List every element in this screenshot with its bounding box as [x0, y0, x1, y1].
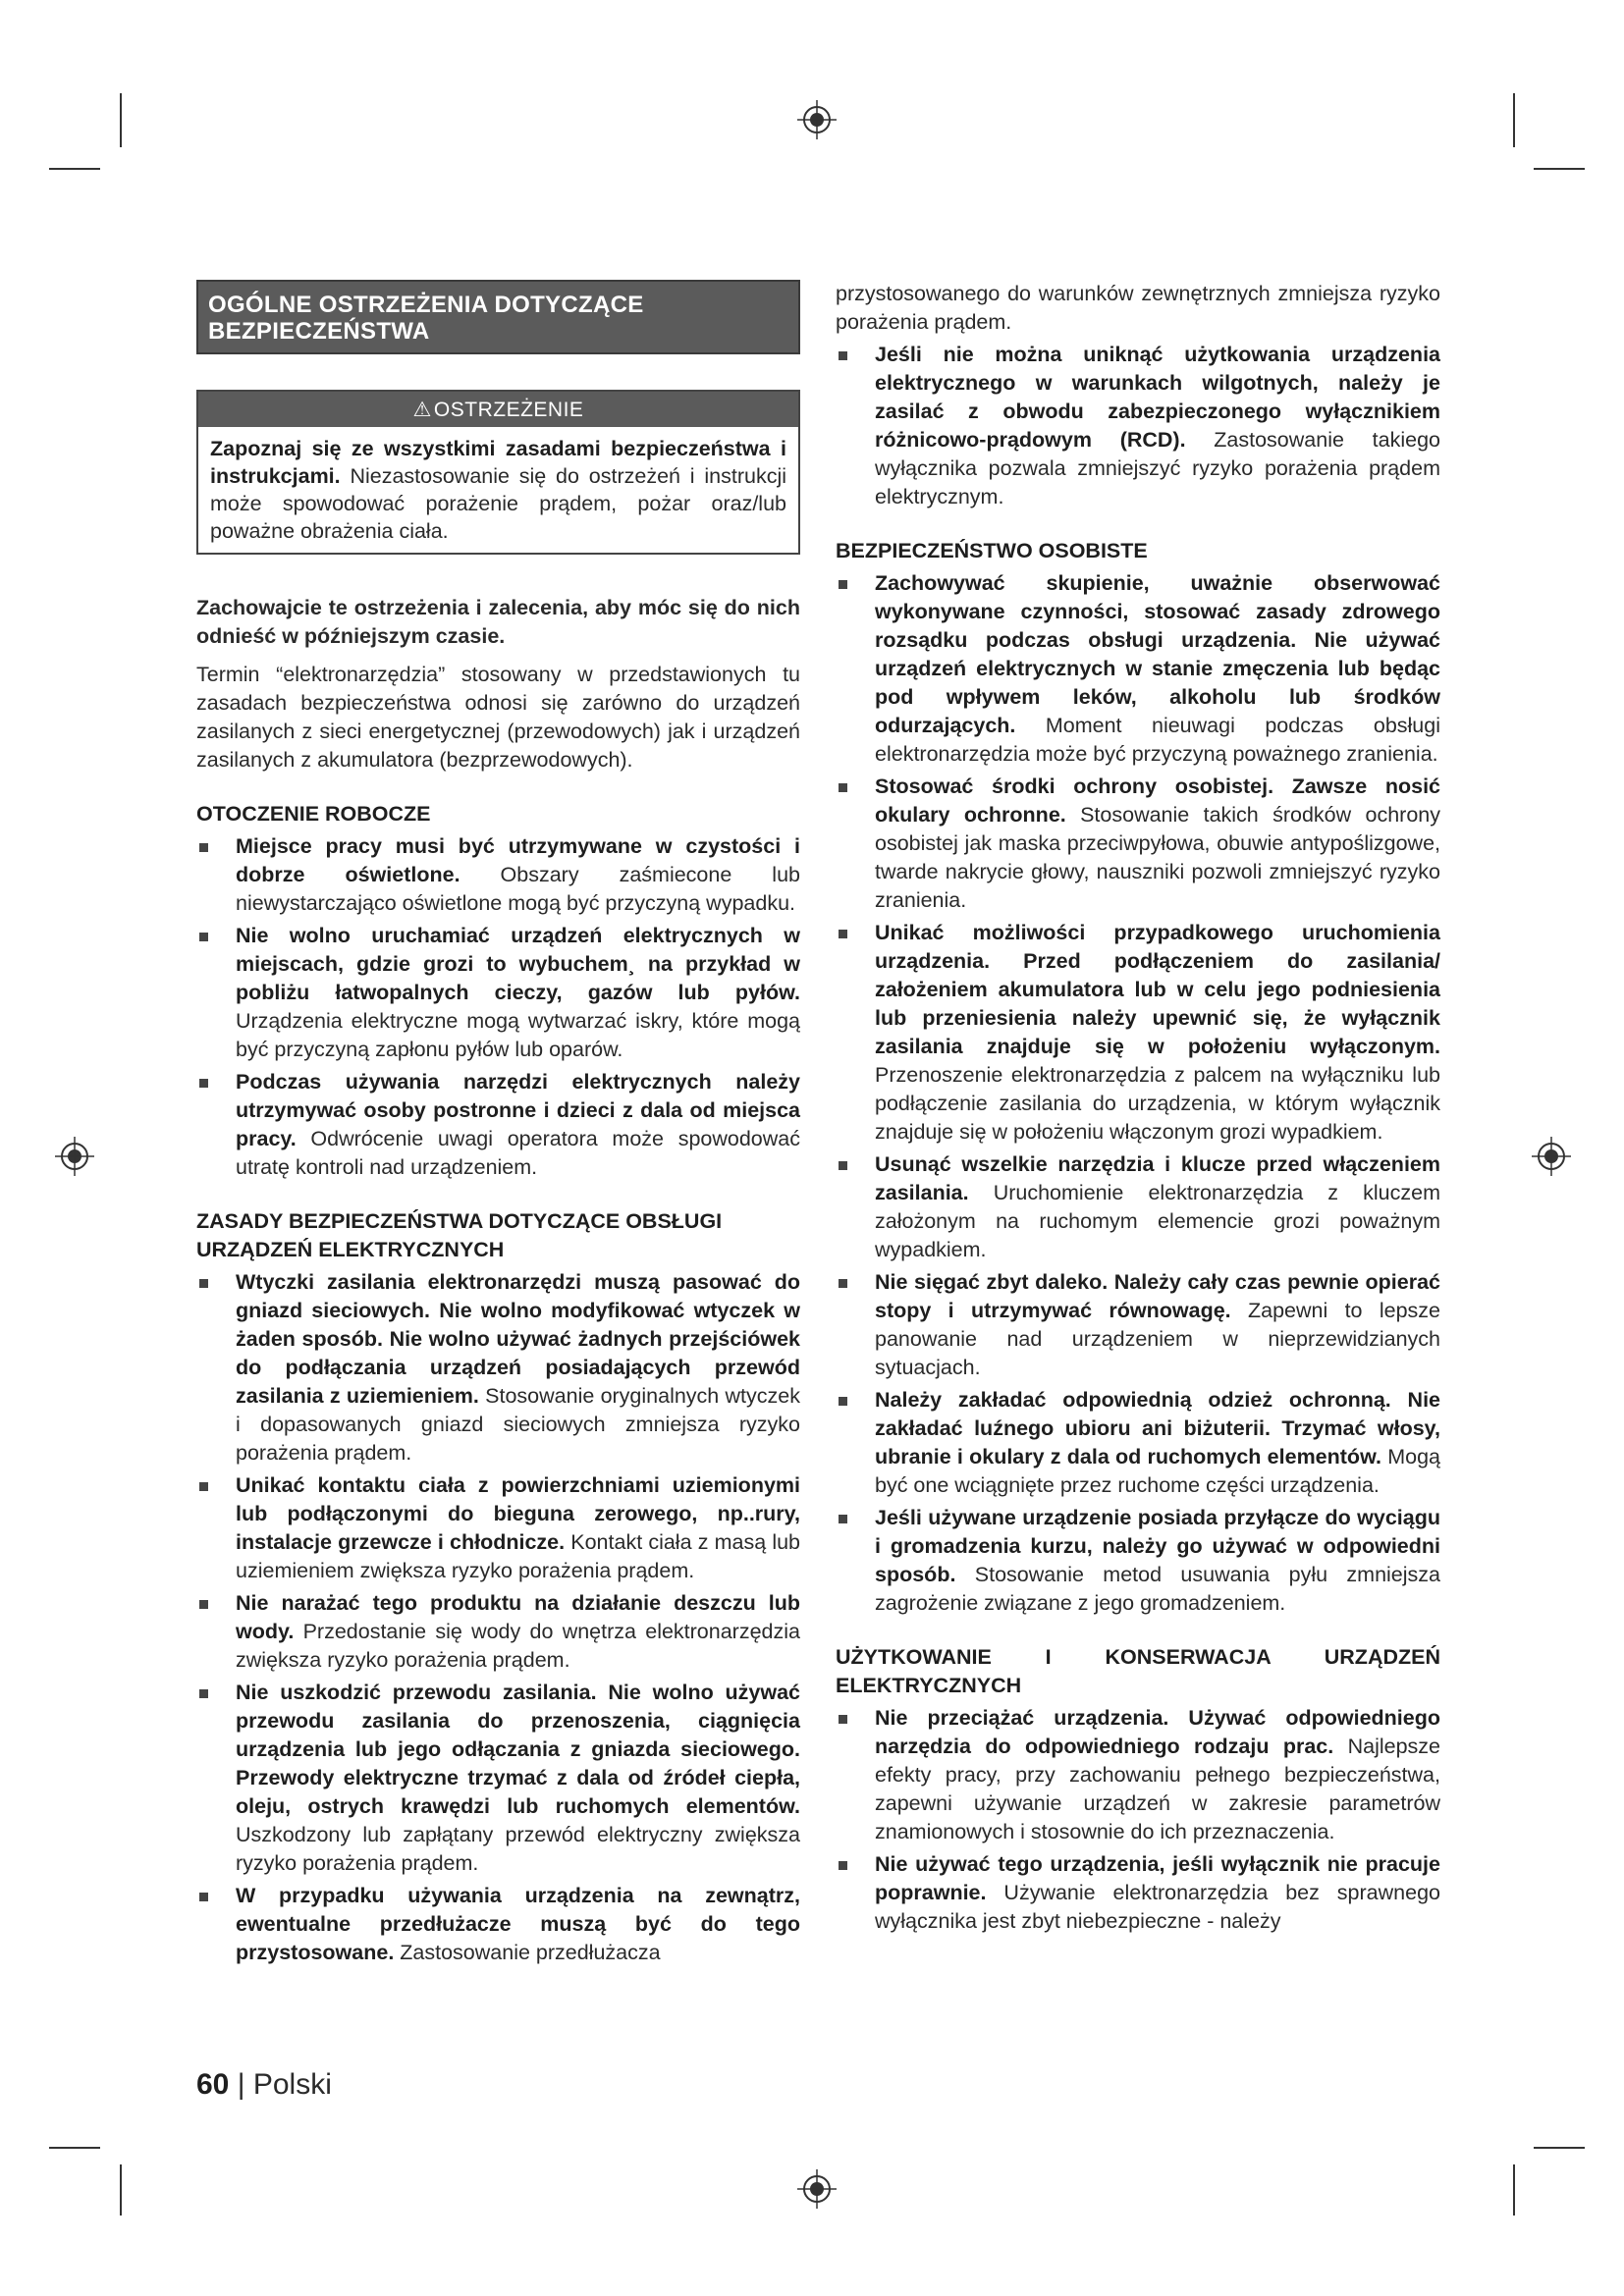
list-item: Usunąć wszelkie narzędzia i klucze przed włączeniem zasilania. Uruchomienie elektronarzędzia z kluczem założonym na ruchomym elemencie grozi poważnym wypadkiem.	[836, 1150, 1440, 1264]
list-item: Należy zakładać odpowiednią odzież ochronną. Nie zakładać luźnego ubioru ani biżuterii. Trzymać włosy, ubranie i okulary z dala od ruchomych elementów. Mogą być one wciągnięte przez ruchome części urządzenia.	[836, 1386, 1440, 1500]
heading-electrical-safety: ZASADY BEZPIECZEŃSTWA DOTYCZĄCE OBSŁUGI URZĄDZEŃ ELEKTRYCZNYCH	[196, 1209, 723, 1261]
crop-mark	[49, 2147, 100, 2149]
heading-maintenance: UŻYTKOWANIE I KONSERWACJA URZĄDZEŃ ELEKTRYCZNYCH	[836, 1645, 1440, 1697]
crop-mark	[1534, 2147, 1585, 2149]
maintenance-list	[836, 1704, 1440, 1936]
list-item: Nie uszkodzić przewodu zasilania. Nie wolno używać przewodu zasilania do przenoszenia, ciągnięcia urządzenia lub jego odłączania z gniazda sieciowego. Przewody elektryczne trzymać z dala od źródeł ciepła, oleju, ostrych krawędzi lub ruchomych elementów. Uszkodzony lub zapłątany przewód elektryczny zwiększa ryzyko porażenia prądem.	[196, 1679, 800, 1878]
intro-bold: Zachowajcie te ostrzeżenia i zalecenia, aby móc się do nich odnieść w późniejszym czasie.	[196, 596, 800, 648]
list-item: Stosować środki ochrony osobistej. Zawsze nosić okulary ochronne. Stosowanie takich środków ochrony osobistej jak maska przeciwpyłowa, obuwie antypoślizgowe, twarde nakrycie głowy, nauszniki pozwoli zmniejszyć ryzyko zranienia.	[836, 773, 1440, 915]
personal-safety-list	[836, 569, 1440, 1618]
registration-mark-icon	[797, 100, 837, 139]
list-item: Nie sięgać zbyt daleko. Należy cały czas pewnie opierać stopy i utrzymywać równowagę. Zapewni to lepsze panowanie nad urządzeniem w nieprzewidzianych sytuacjach.	[836, 1268, 1440, 1382]
list-item: Nie używać tego urządzenia, jeśli wyłącznik nie pracuje poprawnie. Używanie elektronarzędzia bez sprawnego wyłącznika jest zbyt niebezpieczne - należy	[836, 1850, 1440, 1936]
left-column	[196, 280, 800, 1967]
warning-label: OSTRZEŻENIE	[433, 399, 584, 421]
crop-mark	[1534, 168, 1585, 170]
list-item: Zachowywać skupienie, uważnie obserwować wykonywane czynności, stosować zasady zdrowego rozsądku podczas obsługi urządzenia. Nie używać urządzeń elektrycznych w stanie zmęczenia lub będąc pod wpływem leków, alkoholu lub środków odurzających. Moment nieuwagi podczas obsługi elektronarzędzia może być przyczyną poważnego zranienia.	[836, 569, 1440, 769]
footer-separator: |	[229, 2068, 253, 2101]
intro-text: Termin “elektronarzędzia” stosowany w przedstawionych tu zasadach bezpieczeństwa odnosi się zarówno do urządzeń zasilanych z sieci energetycznej (przewodowych) jak i urządzeń zasilanych z akumulatora (bezprzewodowych).	[196, 663, 800, 772]
crop-mark	[49, 168, 100, 170]
list-item: Wtyczki zasilania elektronarzędzi muszą pasować do gniazd sieciowych. Nie wolno modyfikować wtyczek w żaden sposób. Nie wolno używać żadnych przejściówek do podłączania urządzeń posiadających przewód zasilania z uziemieniem. Stosowanie oryginalnych wtyczek i dopasowanych gniazd sieciowych zmniejsza ryzyko porażenia prądem.	[196, 1268, 800, 1468]
list-item: Miejsce pracy musi być utrzymywane w czystości i dobrze oświetlone. Obszary zaśmiecone lub niewystarczająco oświetlone mogą być przyczyną wypadku.	[196, 832, 800, 918]
list-item: Nie narażać tego produktu na działanie deszczu lub wody. Przedostanie się wody do wnętrza elektronarzędzia zwiększa ryzyko porażenia prądem.	[196, 1589, 800, 1675]
crop-mark	[120, 93, 122, 147]
page-number: 60	[196, 2068, 230, 2101]
list-item: Nie przeciążać urządzenia. Używać odpowiedniego narzędzia do odpowiedniego rodzaju prac. Najlepsze efekty pracy, przy zachowaniu pełnego bezpieczeństwa, zapewni używanie urządzeń w zakresie parametrów znamionowych i stosownie do ich przeznaczenia.	[836, 1704, 1440, 1846]
heading-personal-safety: BEZPIECZEŃSTWO OSOBISTE	[836, 539, 1148, 562]
registration-mark-icon	[797, 2169, 837, 2209]
list-item: Jeśli nie można uniknąć użytkowania urządzenia elektrycznego w warunkach wilgotnych, należy je zasilać z obwodu zabezpieczonego wyłącznikiem różnicowo-prądowym (RCD). Zastosowanie takiego wyłącznika pozwala zmniejszyć ryzyko porażenia prądem elektrycznym.	[836, 341, 1440, 511]
crop-mark	[120, 2164, 122, 2216]
work-area-list	[196, 832, 800, 1182]
list-item: Unikać kontaktu ciała z powierzchniami uziemionymi lub podłączonymi do bieguna zerowego, np..rury, instalacje grzewcze i chłodnicze. Kontakt ciała z masą lub uziemieniem zwiększa ryzyko porażenia prądem.	[196, 1471, 800, 1585]
list-item: Nie wolno uruchamiać urządzeń elektrycznych w miejscach, gdzie grozi to wybuchem¸ na przykład w pobliżu łatwopalnych cieczy, gazów lub pyłów. Urządzenia elektryczne mogą wytwarzać iskry, które mogą być przyczyną zapłonu pyłów lub oparów.	[196, 922, 800, 1064]
registration-mark-icon	[55, 1137, 94, 1176]
continuation-text: przystosowanego do warunków zewnętrznych zmniejsza ryzyko porażenia prądem.	[836, 282, 1440, 334]
list-item: Jeśli używane urządzenie posiada przyłącze do wyciągu i gromadzenia kurzu, należy go używać w odpowiedni sposób. Stosowanie metod usuwania pyłu zmniejsza zagrożenie związane z jego gromadzeniem.	[836, 1504, 1440, 1618]
crop-mark	[1513, 93, 1515, 147]
crop-mark	[1513, 2164, 1515, 2216]
warning-box	[196, 390, 800, 555]
warning-header	[198, 392, 798, 427]
page-footer	[196, 2068, 332, 2102]
list-item: W przypadku używania urządzenia na zewnątrz, ewentualne przedłużacze muszą być do tego przystosowane. Zastosowanie przedłużacza	[196, 1882, 800, 1967]
right-column	[836, 280, 1440, 1936]
heading-work-area: OTOCZENIE ROBOCZE	[196, 802, 431, 826]
list-item: Podczas używania narzędzi elektrycznych należy utrzymywać osoby postronne i dzieci z dala od miejsca pracy. Odwrócenie uwagi operatora może spowodować utratę kontroli nad urządzeniem.	[196, 1068, 800, 1182]
warning-icon: ⚠	[412, 399, 432, 421]
electrical-list	[196, 1268, 800, 1967]
section-title: OGÓLNE OSTRZEŻENIA DOTYCZĄCE BEZPIECZEŃSTWA	[196, 280, 800, 354]
warning-text: Zapoznaj się ze wszystkimi zasadami bezpieczeństwa i instrukcjami. Niezastosowanie się do ostrzeżeń i instrukcji może spowodować porażenie prądem, pożar oraz/lub poważne obrażenia ciała.	[210, 437, 786, 543]
registration-mark-icon	[1532, 1137, 1571, 1176]
list-item: Unikać możliwości przypadkowego uruchomienia urządzenia. Przed podłączeniem do zasilania/ założeniem akumulatora lub w celu jego podniesienia lub przeniesienia należy upewnić się, że wyłącznik zasilania znajduje się w położeniu wyłączonym. Przenoszenie elektronarzędzia z palcem na wyłączniku lub podłączenie zasilania do urządzenia, w którym wyłącznik znajduje się w położeniu włączonym grozi wypadkiem.	[836, 919, 1440, 1147]
footer-language: Polski	[252, 2068, 332, 2101]
rcd-list	[836, 341, 1440, 511]
